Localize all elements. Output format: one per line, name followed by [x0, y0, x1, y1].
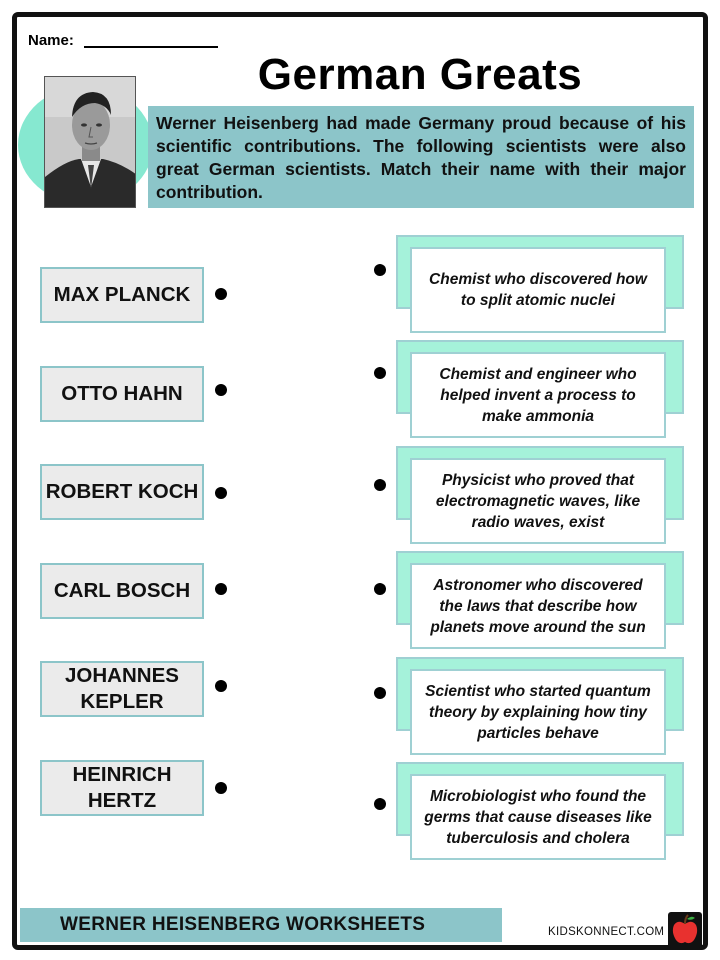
portrait-photo: [44, 76, 136, 208]
right-match-dot[interactable]: [374, 264, 386, 276]
scientist-box-heinrich-hertz: [40, 760, 204, 816]
name-label: Name:: [28, 32, 74, 49]
footer-bar: [20, 908, 502, 942]
contribution-card: [410, 669, 666, 755]
contribution-text: Chemist who discovered how to split atomic nuclei: [429, 271, 647, 309]
contribution-text: Scientist who started quantum theory by explaining how tiny particles behave: [425, 682, 651, 742]
contribution-card: [410, 458, 666, 544]
scientist-name: CARL BOSCH: [53, 579, 191, 602]
scientist-name: MAX PLANCK: [53, 283, 191, 306]
contribution-card: [410, 563, 666, 649]
name-field[interactable]: [28, 32, 218, 49]
scientist-box-carl-bosch: [40, 563, 204, 619]
contribution-card: [410, 352, 666, 438]
left-match-dot[interactable]: [215, 680, 227, 692]
contribution-card: [410, 774, 666, 860]
scientist-name: JOHANNES KEPLER: [65, 664, 179, 713]
contribution-text: Chemist and engineer who helped invent a process to make ammonia: [439, 365, 637, 425]
scientist-box-johannes-kepler: [40, 661, 204, 717]
apple-logo-icon: [668, 910, 702, 948]
page-title: German Greats: [257, 50, 583, 99]
right-match-dot[interactable]: [374, 479, 386, 491]
right-match-dot[interactable]: [374, 687, 386, 699]
scientist-name: OTTO HAHN: [61, 382, 183, 405]
footer-title: WERNER HEISENBERG WORKSHEETS: [60, 914, 426, 935]
left-match-dot[interactable]: [215, 487, 227, 499]
scientist-box-otto-hahn: [40, 366, 204, 422]
contribution-text: Microbiologist who found the germs that cause diseases like tuberculosis and cholera: [424, 787, 652, 847]
name-blank-line[interactable]: [84, 34, 218, 48]
scientist-name: HEINRICH HERTZ: [72, 763, 172, 812]
intro-text: Werner Heisenberg had made Germany proud because of his scientific contributions. The following scientists were also great German scientists. Match their name with their major contribution.: [148, 106, 694, 208]
left-match-dot[interactable]: [215, 583, 227, 595]
contribution-card: [410, 247, 666, 333]
right-match-dot[interactable]: [374, 367, 386, 379]
scientist-name: ROBERT KOCH: [45, 480, 199, 503]
scientist-box-robert-koch: [40, 464, 204, 520]
contribution-text: Astronomer who discovered the laws that describe how planets move around the sun: [430, 576, 646, 636]
right-match-dot[interactable]: [374, 583, 386, 595]
right-match-dot[interactable]: [374, 798, 386, 810]
left-match-dot[interactable]: [215, 782, 227, 794]
left-match-dot[interactable]: [215, 288, 227, 300]
left-match-dot[interactable]: [215, 384, 227, 396]
scientist-box-max-planck: [40, 267, 204, 323]
site-url: KIDSKONNECT.COM: [548, 926, 665, 938]
contribution-text: Physicist who proved that electromagnetic waves, like radio waves, exist: [435, 471, 641, 531]
